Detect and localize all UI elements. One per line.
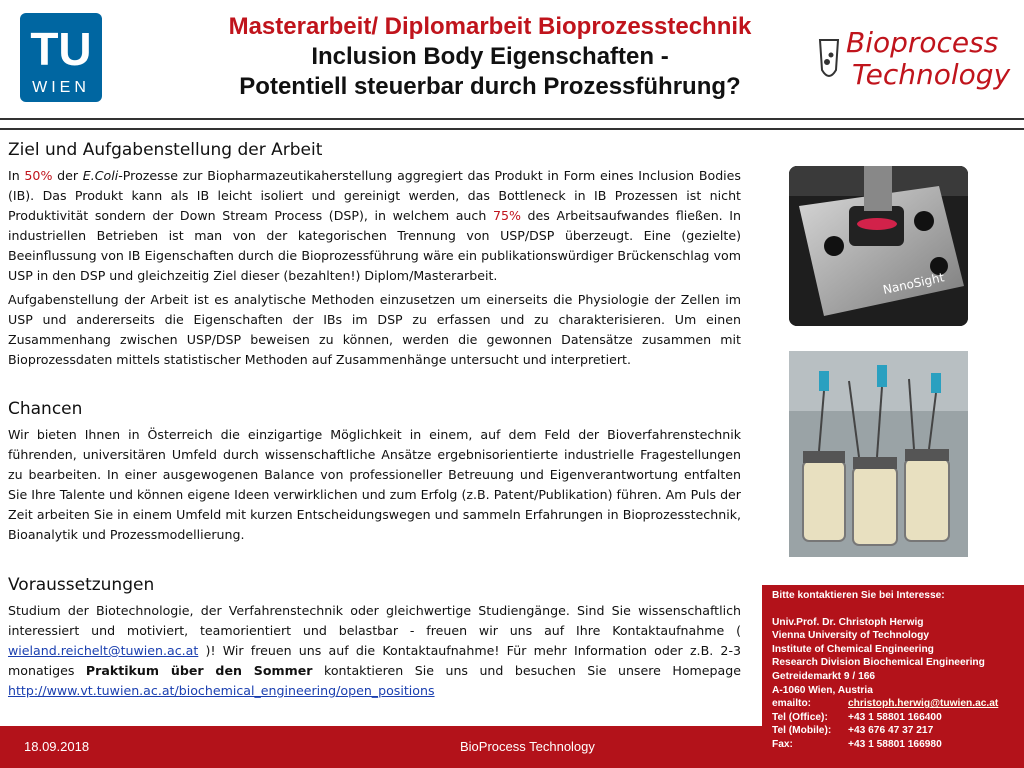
contact-city: A-1060 Wien, Austria bbox=[772, 684, 873, 696]
ziel-paragraph-2: Aufgabenstellung der Arbeit ist es analytische Methoden einzusetzen um einerseits die Physiologie der Zellen im USP und andererseits die Eigenschaften der IBs im DSP zu erfassen und zu charakterisieren. Um einen Zusammenhang zwischen USP/DSP beweisen zu können, werden die gewonnen Datensätze zusammen mit Bioprozessdaten mittels statistischer Methoden auf Zusammenhänge untersucht und interpretiert. bbox=[8, 292, 741, 367]
section-heading-ziel: Ziel und Aufgabenstellung der Arbeit bbox=[8, 140, 323, 160]
voraussetzungen-paragraph: Studium der Biotechnologie, der Verfahrenstechnik oder gleichwertige Studiengänge. Sind Sie wissenschaftlich interessiert und motiviert, teamorientiert und belastbar - freuen wir uns auf Ihre Kontaktaufnahme ( wieland.reichelt@tuwien.ac.at )! Wir freuen uns auf die Kontaktaufnahme! Für mehr Information oder z.B. 2-3 monatiges Praktikum über den Sommer kontaktieren Sie uns und besuchen Sie unsere Homepage http://www.vt.tuwien.ac.at/biochemical_engineering/open_positions bbox=[8, 603, 742, 698]
contact-fax-label: Fax: bbox=[772, 738, 793, 750]
contact-email-label: emailto: bbox=[772, 698, 812, 710]
contact-email-address[interactable]: christoph.herwig@tuwien.ac.at bbox=[848, 698, 999, 710]
contact-tel-mobile-label: Tel (Mobile): bbox=[772, 725, 832, 737]
contact-email-row bbox=[772, 697, 1014, 711]
contact-tel-office-label: Tel (Office): bbox=[772, 711, 828, 723]
contact-division: Research Division Biochemical Engineering bbox=[772, 657, 985, 669]
svg-text:WIEN: WIEN bbox=[32, 79, 90, 96]
contact-institute: Institute of Chemical Engineering bbox=[772, 643, 934, 655]
tu-wien-logo bbox=[20, 13, 102, 102]
section-heading-chancen: Chancen bbox=[8, 399, 83, 419]
contact-fax-row bbox=[772, 738, 1014, 752]
contact-tel-mobile: +43 676 47 37 217 bbox=[848, 725, 934, 737]
contact-tel-office-row bbox=[772, 711, 1014, 725]
contact-university: Vienna University of Technology bbox=[772, 630, 929, 642]
contact-fax: +43 1 58801 166980 bbox=[848, 738, 942, 750]
flask-icon bbox=[820, 40, 838, 76]
contact-box bbox=[762, 585, 1024, 768]
svg-text:NanoSight: NanoSight bbox=[881, 270, 946, 297]
title-line-1: Masterarbeit/ Diplomarbeit Bioprozesstechnik bbox=[228, 13, 752, 40]
section-ziel bbox=[8, 140, 741, 370]
chancen-paragraph: Wir bieten Ihnen in Österreich die einzigartige Möglichkeit in einem, auf dem Feld der Bioverfahrenstechnik führenden, universitären Umfeld durch wissenschaftliche Ansätze ergebnisorientierte industrielle Fragestellungen zu bearbeiten. In einer ausgewogenen Balance von professioneller Betreuung und Eigenverantwortung entfalten Sie Ihre Talente und können eigene Ideen verwirklichen und zum Erfolg (z.B. Patent/Publikation) führen. Am Puls der Zeit arbeiten Sie in einem Umfeld mit kurzen Entscheidungswegen und sammeln Erfahrungen in Bioprozesstechnik, Bioanalytik und Prozessmodellierung. bbox=[8, 427, 741, 542]
contact-tel-mobile-row bbox=[772, 724, 1014, 738]
contact-tel-office: +43 1 58801 166400 bbox=[848, 711, 942, 723]
section-heading-voraussetzungen: Voraussetzungen bbox=[8, 575, 155, 595]
footer-organization: BioProcess Technology bbox=[460, 739, 595, 754]
nanosight-device-photo bbox=[789, 166, 968, 326]
contact-email-link[interactable]: wieland.reichelt@tuwien.ac.at bbox=[8, 643, 199, 658]
footer-date: 18.09.2018 bbox=[24, 739, 90, 754]
ziel-paragraph-1: In 50% der E.Coli-Prozesse zur Biopharmazeutikaherstellung aggregiert das Produkt in Form eines Inclusion Bodies (IB). Das Produkt kann als IB leicht isoliert und gereinigt werden, das Bottleneck in IB Prozessen ist nicht Produktivität sondern der Down Stream Process (DSP), in welchem auch 75% des Arbeitsaufwandes fließen. In industriellen Betrieben ist man von der kategorischen Trennung von USP/DSP überzeugt. Eine (gezielte) Beeinflussung von IB Eigenschaften durch die Bioprozessführung wäre ein publikationswürdiger Brückenschlag vom USP in den DSP und gleichzeitig Ziel dieser (bezahlten!) Diplom/Masterarbeit. bbox=[8, 168, 741, 283]
bioprocess-technology-logo bbox=[812, 22, 1012, 92]
svg-text:TU: TU bbox=[30, 23, 92, 75]
contact-name: Univ.Prof. Dr. Christoph Herwig bbox=[772, 616, 924, 628]
contact-street: Getreidemarkt 9 / 166 bbox=[772, 670, 876, 682]
bioreactors-photo bbox=[789, 351, 968, 557]
section-chancen bbox=[8, 399, 741, 545]
homepage-link[interactable]: http://www.vt.tuwien.ac.at/biochemical_engineering/open_positions bbox=[8, 683, 435, 698]
page-title bbox=[110, 12, 870, 102]
svg-text:Bioprocess: Bioprocess bbox=[846, 26, 999, 59]
footer-bar bbox=[0, 726, 762, 768]
title-line-2: Inclusion Body Eigenschaften - bbox=[311, 43, 669, 70]
header-divider bbox=[0, 118, 1024, 130]
svg-text:Technology: Technology bbox=[852, 58, 1011, 91]
contact-intro: Bitte kontaktieren Sie bei Interesse: bbox=[772, 590, 945, 601]
title-line-3: Potentiell steuerbar durch Prozessführung? bbox=[239, 73, 741, 100]
section-voraussetzungen bbox=[8, 575, 741, 701]
